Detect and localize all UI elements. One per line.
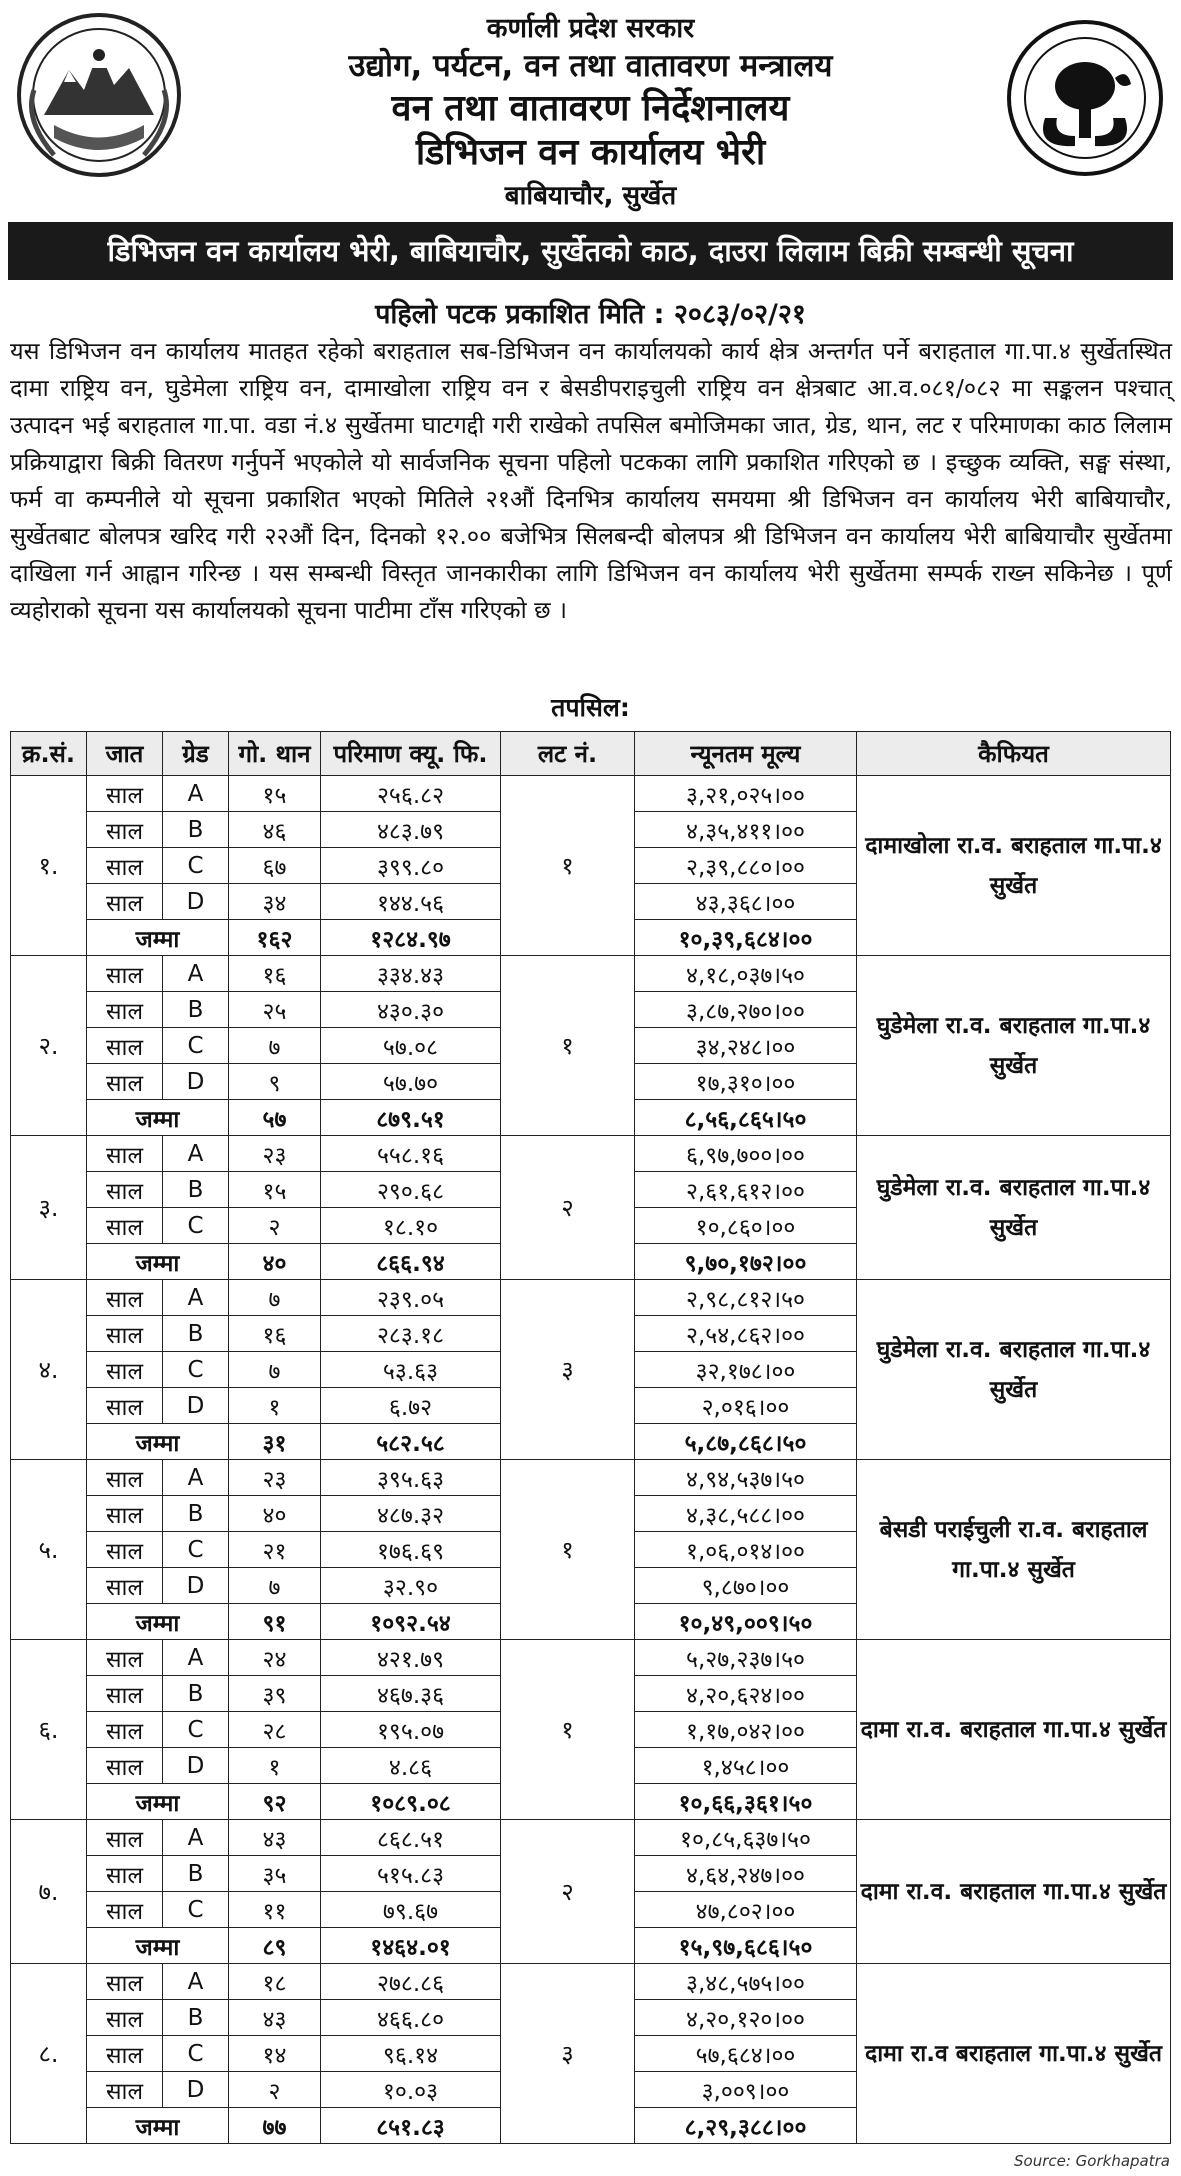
total-min-price: १०,६६,३६१।५०	[635, 1784, 857, 1820]
count-cell: ११	[229, 1892, 321, 1928]
species-cell: साल	[87, 884, 163, 920]
serial-number: ७.	[11, 1820, 87, 1964]
volume-cell: २५६.८२	[321, 776, 501, 812]
volume-cell: ४.८६	[321, 1748, 501, 1784]
species-cell: साल	[87, 1856, 163, 1892]
details-label: तपसिल:	[551, 693, 630, 722]
header-remarks: कैफियत	[857, 732, 1171, 776]
species-cell: साल	[87, 1208, 163, 1244]
count-cell: १४	[229, 2036, 321, 2072]
count-cell: १६	[229, 1316, 321, 1352]
grade-cell: C	[163, 1532, 229, 1568]
notice-body: यस डिभिजन वन कार्यालय मातहत रहेको बराहताल सब-डिभिजन वन कार्यालयको कार्य क्षेत्र अन्तर्गत पर्ने बराहताल गा.पा.४ सुर्खेतस्थित दामा राष्ट्रिय वन, घुडेमेला राष्ट्रिय वन, दामाखोला राष्ट्रिय वन र बेसडीपराइचुली राष्ट्रिय वन क्षेत्रबाट आ.व.०८१/०८२ मा सङ्कलन पश्चात् उत्पादन भई बराहताल गा.पा. वडा नं.४ सुर्खेतमा घाटगद्दी गरी राखेको तपसिल बमोजिमका जात, ग्रेड, थान, लट र परिमाणका काठ लिलाम प्रक्रियाद्वारा बिक्री वितरण गर्नुपर्ने भएकोले यो सार्वजनिक सूचना पहिलो पटकका लागि प्रकाशित गरिएको छ । इच्छुक व्यक्ति, सङ्घ संस्था, फर्म वा कम्पनीले यो सूचना प्रकाशित भएको मितिले २१औं दिनभित्र कार्यालय समयमा श्री डिभिजन वन कार्यालय भेरी बाबियाचौर, सुर्खेतबाट बोलपत्र खरिद गरी २२औं दिन, दिनको १२.०० बजेभित्र सिलबन्दी बोलपत्र श्री डिभिजन वन कार्यालय भेरी बाबियाचौर सुर्खेतमा दाखिला गर्न आह्वान गरिन्छ । यस सम्बन्धी विस्तृत जानकारीका लागि डिभिजन वन कार्यालय भेरी सुर्खेतमा सम्पर्क राख्न सकिनेछ । पूर्ण व्यहोराको सूचना यस कार्यालयको सूचना पाटीमा टाँस गरिएको छ ।	[10, 337, 1172, 624]
volume-cell: ५७.०८	[321, 1028, 501, 1064]
grade-cell: B	[163, 1496, 229, 1532]
min-price-cell: ४,३८,५८८।००	[635, 1496, 857, 1532]
species-cell: साल	[87, 776, 163, 812]
species-cell: साल	[87, 2000, 163, 2036]
total-min-price: १५,९७,६८६।५०	[635, 1928, 857, 1964]
total-volume: ५८२.५८	[321, 1424, 501, 1460]
min-price-cell: २,९८,८१२।५०	[635, 1280, 857, 1316]
min-price-cell: १,४५८।००	[635, 1748, 857, 1784]
volume-cell: ३९५.६३	[321, 1460, 501, 1496]
grade-cell: B	[163, 992, 229, 1028]
table-row	[11, 1820, 1171, 1856]
volume-cell: ४३०.३०	[321, 992, 501, 1028]
count-cell: १५	[229, 1172, 321, 1208]
header-line-address: बाबियाचौर, सुर्खेत	[504, 181, 677, 211]
volume-cell: ५५८.१६	[321, 1136, 501, 1172]
volume-cell: ७९.६७	[321, 1892, 501, 1928]
grade-cell: C	[163, 2036, 229, 2072]
count-cell: १८	[229, 1964, 321, 2000]
grade-cell: D	[163, 1748, 229, 1784]
min-price-cell: २,५४,८६२।००	[635, 1316, 857, 1352]
volume-cell: १०.०३	[321, 2072, 501, 2108]
species-cell: साल	[87, 1064, 163, 1100]
min-price-cell: ४,९४,५३७।५०	[635, 1460, 857, 1496]
count-cell: २४	[229, 1640, 321, 1676]
total-min-price: ८,२९,३८८।००	[635, 2108, 857, 2144]
count-cell: २३	[229, 1136, 321, 1172]
grade-cell: C	[163, 1208, 229, 1244]
grade-cell: C	[163, 848, 229, 884]
source-credit: Source: Gorkhapatra	[1014, 2152, 1170, 2170]
count-cell: ३४	[229, 884, 321, 920]
species-cell: साल	[87, 1820, 163, 1856]
total-label: जम्मा	[87, 1604, 229, 1640]
remarks-cell: दामा रा.व. बराहताल गा.पा.४ सुर्खेत	[857, 1820, 1171, 1964]
total-label: जम्मा	[87, 2108, 229, 2144]
header-line-province: कर्णाली प्रदेश सरकार	[486, 13, 695, 44]
count-cell: ७	[229, 1352, 321, 1388]
volume-cell: १४४.५६	[321, 884, 501, 920]
species-cell: साल	[87, 1316, 163, 1352]
total-count: ५७	[229, 1100, 321, 1136]
total-min-price: १०,३९,६८४।००	[635, 920, 857, 956]
header-count: गो. थान	[229, 732, 321, 776]
species-cell: साल	[87, 1388, 163, 1424]
lot-number: १	[501, 1640, 635, 1820]
count-cell: १	[229, 1748, 321, 1784]
lot-number: ३	[501, 1280, 635, 1460]
lot-number: १	[501, 776, 635, 956]
grade-cell: B	[163, 2000, 229, 2036]
total-count: ४०	[229, 1244, 321, 1280]
count-cell: २३	[229, 1460, 321, 1496]
count-cell: २८	[229, 1712, 321, 1748]
table-header-row	[11, 732, 1171, 776]
lot-number: २	[501, 1136, 635, 1280]
species-cell: साल	[87, 1136, 163, 1172]
min-price-cell: ३,००९।००	[635, 2072, 857, 2108]
total-label: जम्मा	[87, 1928, 229, 1964]
grade-cell: A	[163, 1280, 229, 1316]
total-volume: ८५१.८३	[321, 2108, 501, 2144]
total-count: ९२	[229, 1784, 321, 1820]
volume-cell: ३२.९०	[321, 1568, 501, 1604]
count-cell: ७	[229, 1280, 321, 1316]
volume-cell: १९५.०७	[321, 1712, 501, 1748]
volume-cell: ४२१.७९	[321, 1640, 501, 1676]
species-cell: साल	[87, 2072, 163, 2108]
min-price-cell: १०,८६०।००	[635, 1208, 857, 1244]
serial-number: ३.	[11, 1136, 87, 1280]
species-cell: साल	[87, 1676, 163, 1712]
grade-cell: A	[163, 1820, 229, 1856]
remarks-cell: घुडेमेला रा.व. बराहताल गा.पा.४ सुर्खेत	[857, 1136, 1171, 1280]
header-line-office: डिभिजन वन कार्यालय भेरी	[415, 132, 766, 173]
total-count: १६२	[229, 920, 321, 956]
min-price-cell: १७,३१०।००	[635, 1064, 857, 1100]
notice-header	[0, 0, 1181, 218]
grade-cell: A	[163, 776, 229, 812]
remarks-cell: दामा रा.व. बराहताल गा.पा.४ सुर्खेत	[857, 1640, 1171, 1820]
total-volume: ८६६.९४	[321, 1244, 501, 1280]
min-price-cell: ५७,६८४।००	[635, 2036, 857, 2072]
grade-cell: C	[163, 1892, 229, 1928]
count-cell: २	[229, 1208, 321, 1244]
header-lot: लट नं.	[501, 732, 635, 776]
header-sn: क्र.सं.	[11, 732, 87, 776]
count-cell: ४३	[229, 2000, 321, 2036]
count-cell: ७	[229, 1028, 321, 1064]
remarks-cell: घुडेमेला रा.व. बराहताल गा.पा.४ सुर्खेत	[857, 956, 1171, 1136]
volume-cell: २७८.८६	[321, 1964, 501, 2000]
min-price-cell: ३,४८,५७५।००	[635, 1964, 857, 2000]
min-price-cell: ३,८७,२७०।००	[635, 992, 857, 1028]
header-species: जात	[87, 732, 163, 776]
notice-title-banner: डिभिजन वन कार्यालय भेरी, बाबियाचौर, सुर्खेतको काठ, दाउरा लिलाम बिक्री सम्बन्धी सूचना	[8, 222, 1173, 280]
table-row	[11, 776, 1171, 812]
species-cell: साल	[87, 956, 163, 992]
lot-number: १	[501, 1460, 635, 1640]
header-line-ministry: उद्योग, पर्यटन, वन तथा वातावरण मन्त्रालय	[348, 48, 833, 84]
table-row	[11, 956, 1171, 992]
total-volume: ८७९.५१	[321, 1100, 501, 1136]
min-price-cell: ९,८७०।००	[635, 1568, 857, 1604]
count-cell: ३९	[229, 1676, 321, 1712]
grade-cell: C	[163, 1712, 229, 1748]
grade-cell: A	[163, 956, 229, 992]
total-label: जम्मा	[87, 1244, 229, 1280]
volume-cell: ४८३.७९	[321, 812, 501, 848]
table-row	[11, 1964, 1171, 2000]
min-price-cell: १०,८५,६३७।५०	[635, 1820, 857, 1856]
remarks-cell: बेसडी पराईचुली रा.व. बराहताल गा.पा.४ सुर्खेत	[857, 1460, 1171, 1640]
min-price-cell: ३२,१७८।००	[635, 1352, 857, 1388]
total-min-price: १०,४९,००९।५०	[635, 1604, 857, 1640]
table-row	[11, 1640, 1171, 1676]
total-label: जम्मा	[87, 1100, 229, 1136]
table-row	[11, 1280, 1171, 1316]
count-cell: ७	[229, 1568, 321, 1604]
species-cell: साल	[87, 1172, 163, 1208]
volume-cell: ८६८.५१	[321, 1820, 501, 1856]
volume-cell: २३९.०५	[321, 1280, 501, 1316]
nepal-government-emblem-icon	[14, 10, 184, 180]
grade-cell: A	[163, 1640, 229, 1676]
remarks-cell: दामा रा.व बराहताल गा.पा.४ सुर्खेत	[857, 1964, 1171, 2144]
volume-cell: २८३.१८	[321, 1316, 501, 1352]
species-cell: साल	[87, 1964, 163, 2000]
total-volume: १०९२.५४	[321, 1604, 501, 1640]
total-volume: १०८९.०८	[321, 1784, 501, 1820]
count-cell: १६	[229, 956, 321, 992]
species-cell: साल	[87, 1460, 163, 1496]
volume-cell: ९६.१४	[321, 2036, 501, 2072]
count-cell: ६७	[229, 848, 321, 884]
count-cell: ९	[229, 1064, 321, 1100]
volume-cell: ४६७.३६	[321, 1676, 501, 1712]
serial-number: ५.	[11, 1460, 87, 1640]
total-label: जम्मा	[87, 1424, 229, 1460]
volume-cell: १८.१०	[321, 1208, 501, 1244]
count-cell: १	[229, 1388, 321, 1424]
volume-cell: ४६६.८०	[321, 2000, 501, 2036]
serial-number: ६.	[11, 1640, 87, 1820]
min-price-cell: ४७,८०२।००	[635, 1892, 857, 1928]
min-price-cell: ४३,३६८।००	[635, 884, 857, 920]
volume-cell: १७६.६९	[321, 1532, 501, 1568]
min-price-cell: ३,२१,०२५।००	[635, 776, 857, 812]
species-cell: साल	[87, 1532, 163, 1568]
table-row	[11, 1136, 1171, 1172]
total-count: ९१	[229, 1604, 321, 1640]
header-volume: परिमाण क्यू. फि.	[321, 732, 501, 776]
volume-cell: ४८७.३२	[321, 1496, 501, 1532]
min-price-cell: २,३९,८८०।००	[635, 848, 857, 884]
species-cell: साल	[87, 1640, 163, 1676]
grade-cell: B	[163, 1676, 229, 1712]
lot-number: १	[501, 956, 635, 1136]
min-price-cell: ५,२७,२३७।५०	[635, 1640, 857, 1676]
serial-number: १.	[11, 776, 87, 956]
grade-cell: C	[163, 1352, 229, 1388]
header-grade: ग्रेड	[163, 732, 229, 776]
min-price-cell: ४,१८,०३७।५०	[635, 956, 857, 992]
serial-number: २.	[11, 956, 87, 1136]
min-price-cell: ३४,२४८।००	[635, 1028, 857, 1064]
grade-cell: A	[163, 1964, 229, 2000]
volume-cell: २९०.६८	[321, 1172, 501, 1208]
total-count: ७७	[229, 2108, 321, 2144]
remarks-cell: घुडेमेला रा.व. बराहताल गा.पा.४ सुर्खेत	[857, 1280, 1171, 1460]
species-cell: साल	[87, 1712, 163, 1748]
min-price-cell: ६,९७,७००।००	[635, 1136, 857, 1172]
grade-cell: C	[163, 1028, 229, 1064]
volume-cell: ५७.७०	[321, 1064, 501, 1100]
total-min-price: ८,५६,८६५।५०	[635, 1100, 857, 1136]
auction-table	[10, 731, 1171, 2144]
total-min-price: ९,७०,१७२।००	[635, 1244, 857, 1280]
species-cell: साल	[87, 1892, 163, 1928]
species-cell: साल	[87, 2036, 163, 2072]
lot-number: ३	[501, 1964, 635, 2144]
header-min-price: न्यूनतम मूल्य	[635, 732, 857, 776]
total-count: ८९	[229, 1928, 321, 1964]
count-cell: २५	[229, 992, 321, 1028]
grade-cell: B	[163, 1172, 229, 1208]
grade-cell: A	[163, 1136, 229, 1172]
total-volume: १४६४.०१	[321, 1928, 501, 1964]
count-cell: १५	[229, 776, 321, 812]
publication-date: पहिलो पटक प्रकाशित मिति : २०८३/०२/२१	[375, 299, 806, 330]
table-row	[11, 1460, 1171, 1496]
species-cell: साल	[87, 1352, 163, 1388]
grade-cell: B	[163, 812, 229, 848]
auction-table-body	[11, 776, 1171, 2144]
total-label: जम्मा	[87, 920, 229, 956]
forest-department-logo-icon	[1005, 18, 1165, 178]
min-price-cell: ४,३५,४११।००	[635, 812, 857, 848]
count-cell: २	[229, 2072, 321, 2108]
serial-number: ८.	[11, 1964, 87, 2144]
min-price-cell: २,०१६।००	[635, 1388, 857, 1424]
species-cell: साल	[87, 1028, 163, 1064]
min-price-cell: २,६१,६१२।००	[635, 1172, 857, 1208]
min-price-cell: १,१७,०४२।००	[635, 1712, 857, 1748]
lot-number: २	[501, 1820, 635, 1964]
count-cell: ४०	[229, 1496, 321, 1532]
volume-cell: ३९९.८०	[321, 848, 501, 884]
species-cell: साल	[87, 1748, 163, 1784]
count-cell: २१	[229, 1532, 321, 1568]
grade-cell: D	[163, 2072, 229, 2108]
total-volume: १२८४.९७	[321, 920, 501, 956]
min-price-cell: १,०६,०१४।००	[635, 1532, 857, 1568]
volume-cell: ६.७२	[321, 1388, 501, 1424]
species-cell: साल	[87, 1568, 163, 1604]
volume-cell: ३३४.४३	[321, 956, 501, 992]
species-cell: साल	[87, 1496, 163, 1532]
grade-cell: D	[163, 884, 229, 920]
count-cell: ३५	[229, 1856, 321, 1892]
grade-cell: D	[163, 1568, 229, 1604]
volume-cell: ५१५.८३	[321, 1856, 501, 1892]
species-cell: साल	[87, 1280, 163, 1316]
header-line-directorate: वन तथा वातावरण निर्देशनालय	[391, 88, 790, 129]
grade-cell: D	[163, 1064, 229, 1100]
remarks-cell: दामाखोला रा.व. बराहताल गा.पा.४ सुर्खेत	[857, 776, 1171, 956]
min-price-cell: ४,२०,६२४।००	[635, 1676, 857, 1712]
count-cell: ४६	[229, 812, 321, 848]
total-min-price: ५,८७,८६८।५०	[635, 1424, 857, 1460]
species-cell: साल	[87, 992, 163, 1028]
grade-cell: A	[163, 1460, 229, 1496]
serial-number: ४.	[11, 1280, 87, 1460]
total-label: जम्मा	[87, 1784, 229, 1820]
grade-cell: B	[163, 1316, 229, 1352]
min-price-cell: ४,२०,१२०।००	[635, 2000, 857, 2036]
species-cell: साल	[87, 812, 163, 848]
species-cell: साल	[87, 848, 163, 884]
count-cell: ४३	[229, 1820, 321, 1856]
min-price-cell: ४,६४,२४७।००	[635, 1856, 857, 1892]
grade-cell: B	[163, 1856, 229, 1892]
total-count: ३१	[229, 1424, 321, 1460]
volume-cell: ५३.६३	[321, 1352, 501, 1388]
grade-cell: D	[163, 1388, 229, 1424]
